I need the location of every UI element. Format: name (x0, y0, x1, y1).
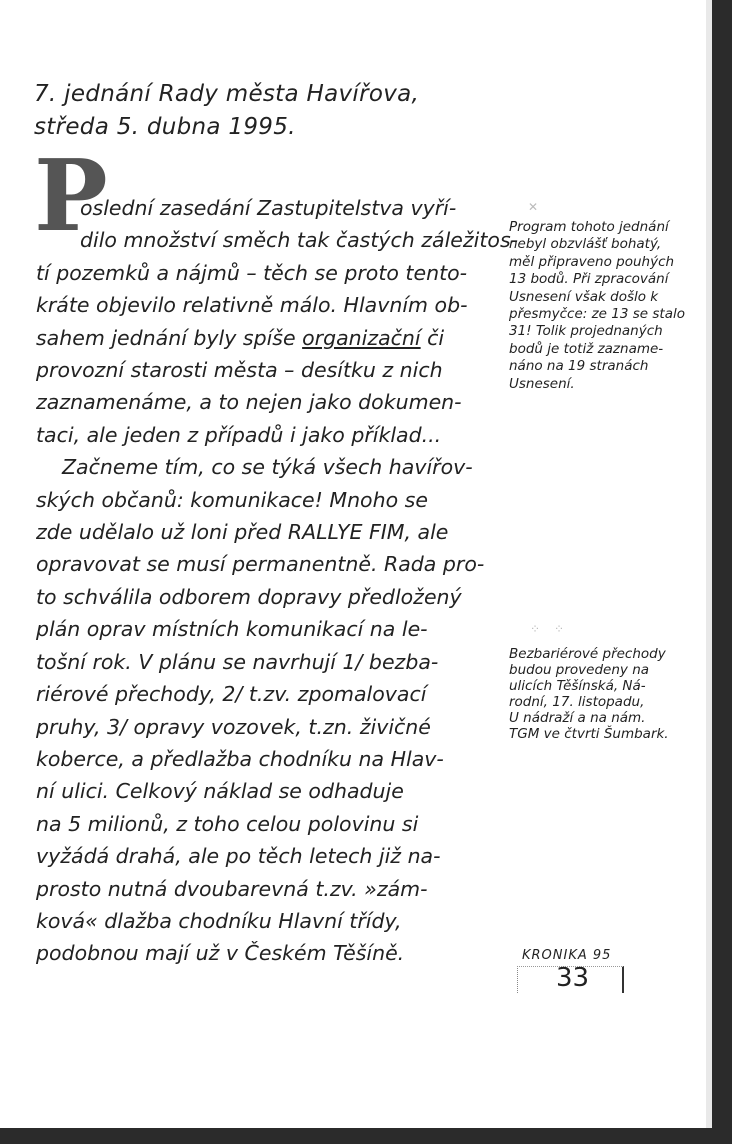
side-note-program (509, 219, 709, 393)
text-line: nebyl obzvlášť bohatý, (509, 236, 662, 253)
text-line: Program tohoto jednání (509, 219, 669, 235)
entry-heading (34, 78, 419, 144)
text-line: ní ulici. Celkový náklad se odhaduje (36, 779, 404, 804)
text-line: Usnesení však došlo k (509, 288, 659, 305)
underlined-word: organizační (302, 325, 421, 350)
scan-border-bottom (0, 1128, 732, 1144)
text-line: Usnesení. (509, 375, 575, 392)
heading-line: středa 5. dubna 1995. (34, 114, 296, 140)
side-note-crossings (509, 646, 709, 742)
heading-line: 7. jednání Rady města Havířova, (34, 81, 420, 107)
text-line: na 5 milionů, z toho celou polovinu si (36, 811, 419, 836)
text-line: opravovat se musí permanentně. Rada pro- (36, 552, 485, 577)
text-line: Bezbariérové přechody (509, 646, 666, 662)
text-line: přesmyčce: ze 13 se stalo (509, 306, 685, 323)
text-line: ských občanů: komunikace! Mnoho se (36, 487, 428, 512)
text-line: tošní rok. V plánu se navrhují 1/ bezba- (36, 649, 439, 674)
text-line: budou provedeny na (509, 662, 650, 678)
text-line: podobnou mají už v Českém Těšíně. (36, 941, 405, 966)
text-line: zde udělalo už loni před RALLYE FIM, ale (36, 520, 449, 545)
text-line: taci, ale jeden z případů i jako příklad... (36, 422, 442, 447)
text-line: bodů je totiž zazname- (509, 340, 664, 357)
text-line: náno na 19 stranách (509, 358, 649, 375)
text-line: pruhy, 3/ opravy vozovek, t.zn. živičné (36, 714, 431, 739)
text-line: Začneme tím, co se týká všech havířov- (62, 455, 473, 480)
text-line: provozní starosti města – desítku z nich (36, 358, 443, 383)
text-line: zaznamenáme, a to nejen jako dokumen- (36, 390, 462, 415)
main-text (36, 192, 519, 970)
page-number-box (517, 963, 624, 993)
text-line: vyžádá drahá, ale po těch letech již na- (36, 844, 441, 869)
text-line: prosto nutná dvoubarevná t.zv. »zám- (36, 876, 428, 901)
chronicle-label: KRONIKA 95 (522, 948, 612, 963)
text-line: plán oprav místních komunikací na le- (36, 617, 428, 642)
text-line: U nádraží a na nám. (509, 710, 646, 726)
text-line: měl připraveno pouhých (509, 253, 675, 270)
text-line: tí pozemků a nájmů – těch se proto tento- (36, 260, 468, 285)
text-line: riérové přechody, 2/ t.zv. zpomalovací (36, 682, 427, 707)
decorative-mark: ⁘⁘ (530, 622, 579, 636)
text-line: kráte objevilo relativně málo. Hlavním ob- (36, 293, 468, 318)
text-line: rodní, 17. listopadu, (509, 694, 645, 710)
text-line: 31! Tolik projednaných (509, 323, 663, 340)
scan-border-right (712, 0, 732, 1144)
text-line: ulicích Těšínská, Ná- (509, 678, 646, 694)
text-line: oslední zasedání Zastupitelstva vyří- (80, 196, 457, 220)
drop-cap: P (34, 139, 108, 254)
text-line: TGM ve čtvrti Šumbark. (509, 726, 669, 742)
text-line: 13 bodů. Při zpracování (509, 271, 669, 288)
decorative-mark: ✕ (528, 200, 539, 214)
page-number: 33 (556, 963, 590, 993)
text-line: koberce, a předlažba chodníku na Hlav- (36, 746, 444, 771)
text-line: to schválila odborem dopravy předložený (36, 584, 462, 609)
text-line: dilo množství směch tak častých záležitos- (80, 228, 519, 253)
text-line: sahem jednání byly spíše organizační či (36, 325, 445, 350)
text-line: ková« dlažba chodníku Hlavní třídy, (36, 908, 402, 933)
